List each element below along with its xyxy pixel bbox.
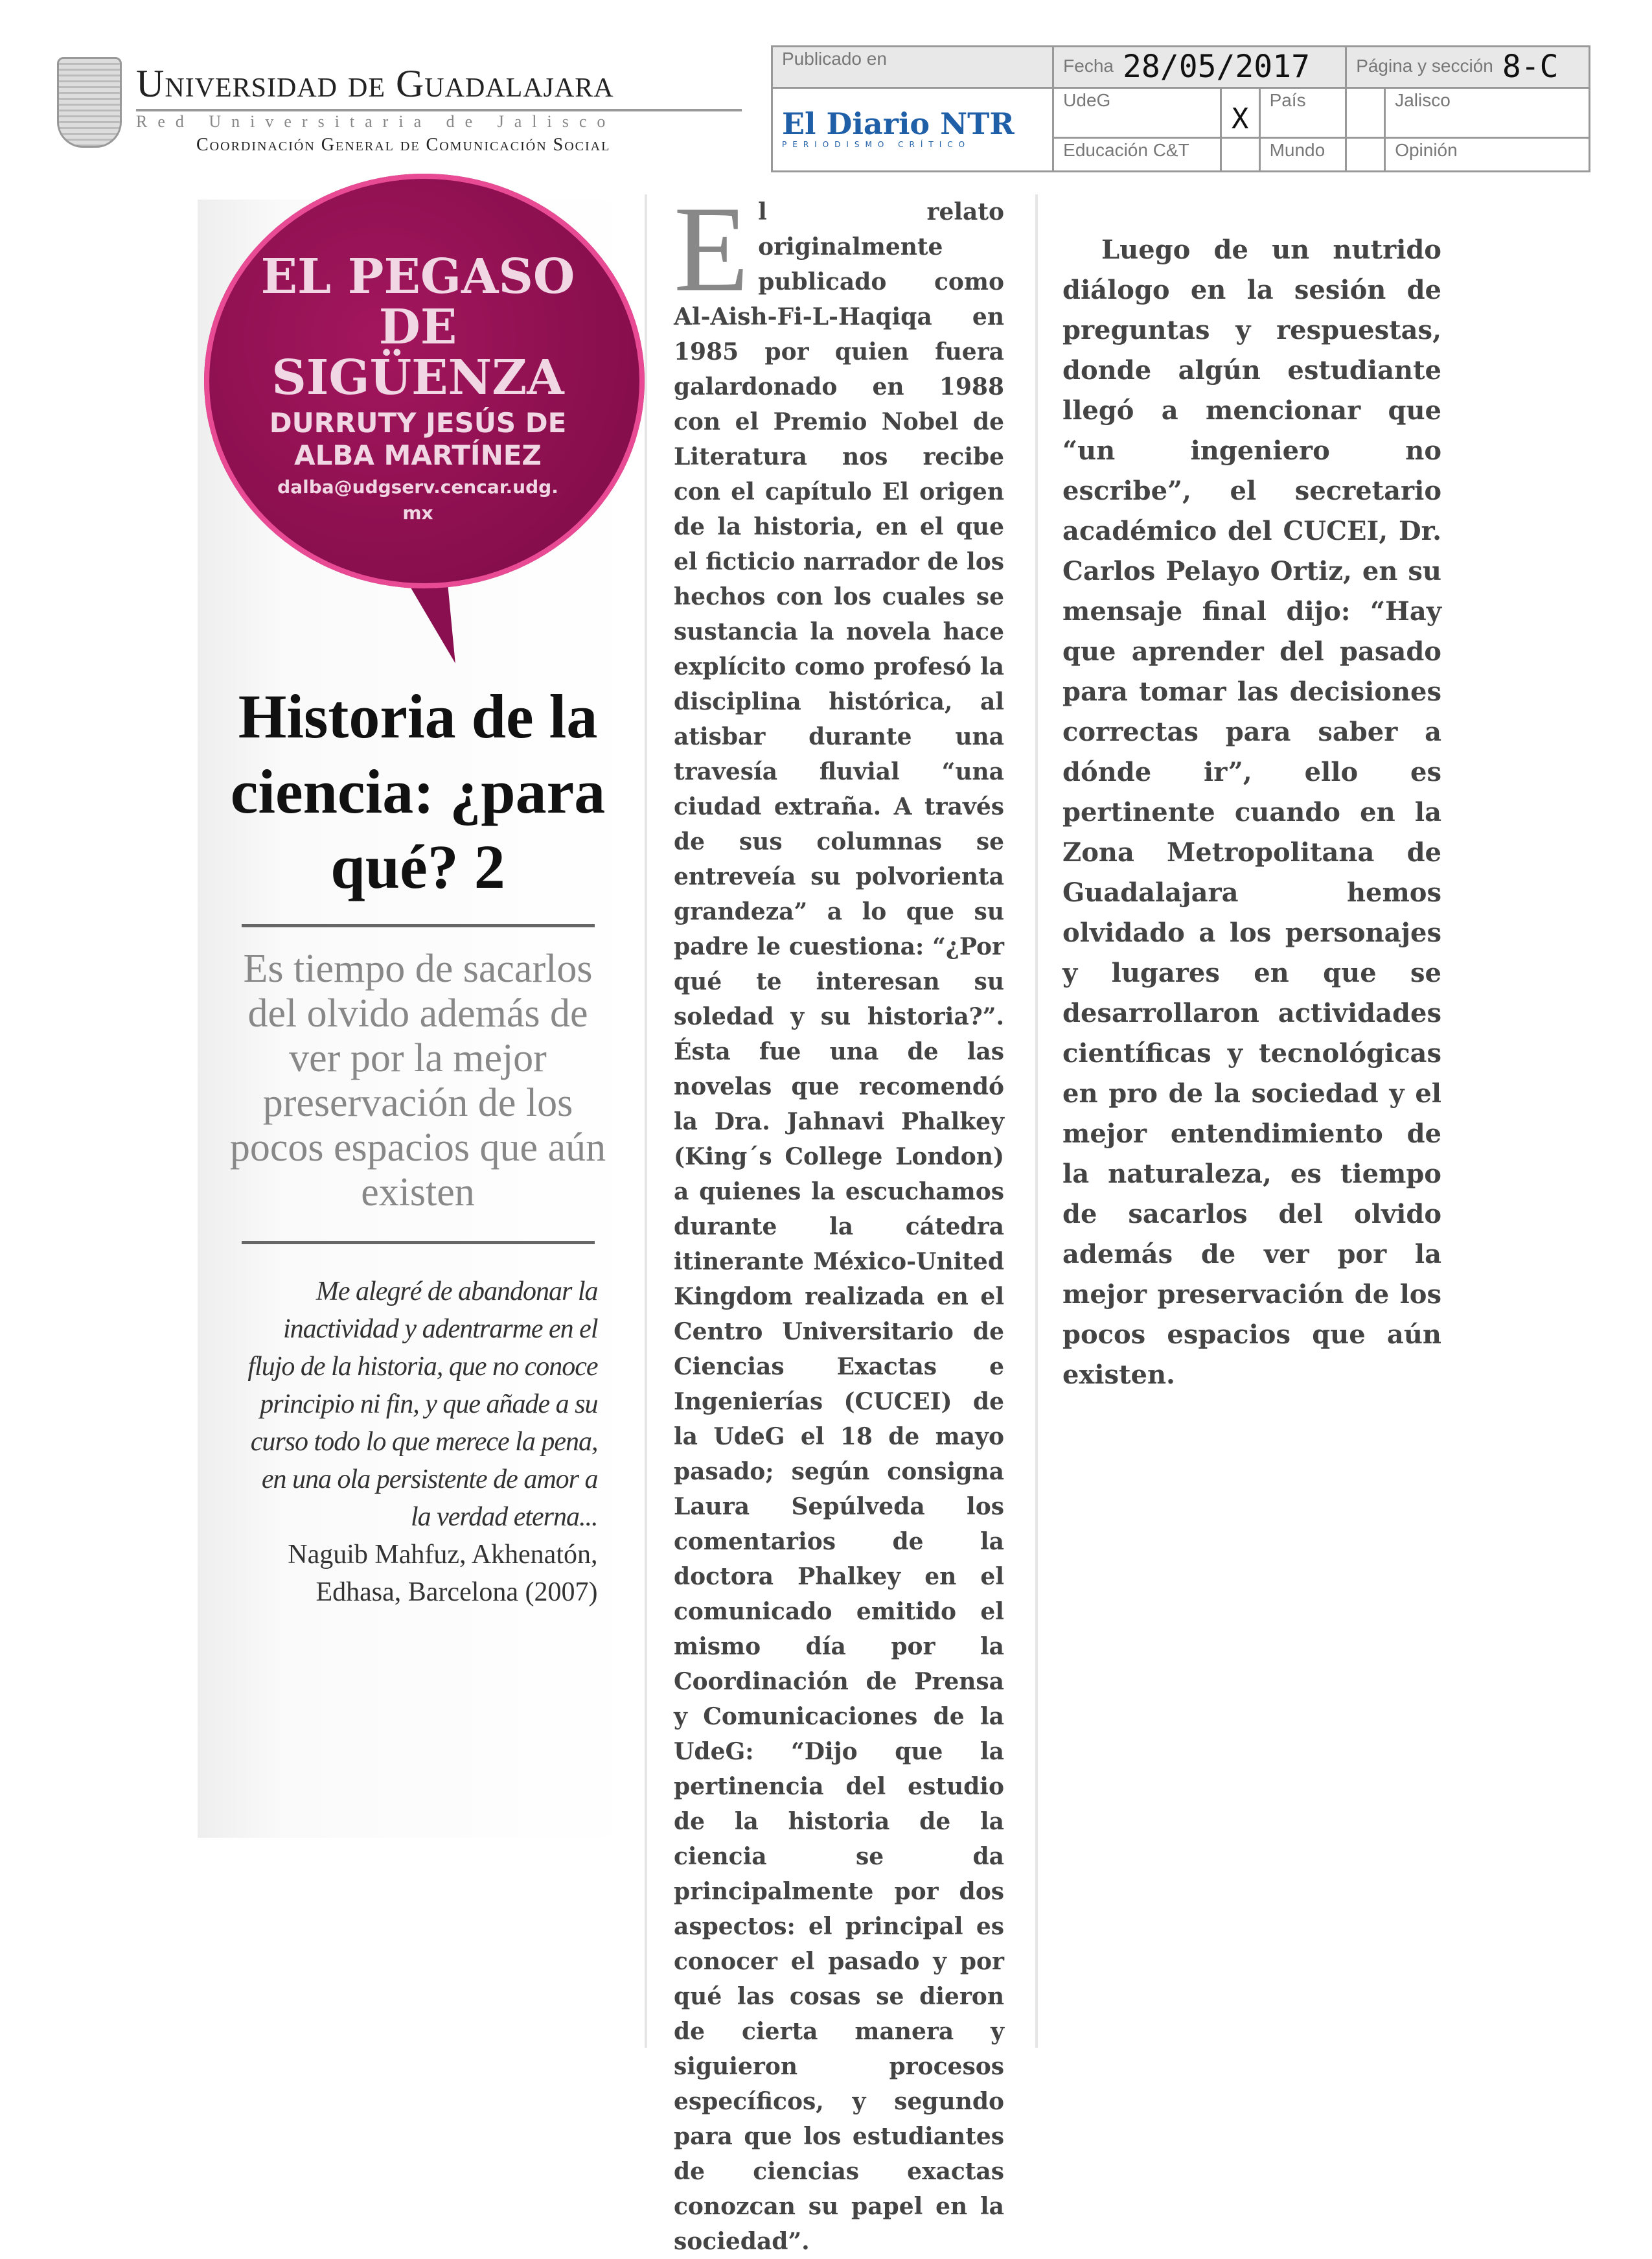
university-crest-icon [57,57,122,148]
newspaper-logo: El Diario NTR PERIODISMO CRÍTICO [772,88,1053,172]
page-cell: Página y sección 8-C [1346,47,1590,88]
section-label: Jalisco [1385,88,1590,138]
article-sidebar [198,200,634,1838]
article-paragraph: Luego de un nutrido diálogo en la sesión de preguntas y respuestas, donde algún estudiante llegó a mencionar que “un ingeniero no escribe”, el secretario académico del CUCEI, Dr. Carlos Pelayo Ortiz, en su mensaje final dijo: “Hay que aprender del pasado para tomar las decisiones correctas para saber a dónde ir”, ello es pertinente cuando en la Zona Metropolitana de Guadalajara hemos olvidado a los personajes y lugares en que se desarrollaron actividades científicas y tecnológicas en pro de la sociedad y el mejor entendimiento de la naturaleza, es tiempo de sacarlos del olvido además de ver por la mejor preservación de los pocos espacios que aún existen. [1062,235,1441,1390]
coordination-name: Coordinación General de Comunicación Social [196,135,611,155]
article-title: Historia de la ciencia: ¿para qué? 2 [230,682,606,901]
epigraph-source: Naguib Mahfuz, Akhenatón, Edhasa, Barcelona (2007) [288,1540,598,1607]
section-label: Educación C&T [1053,138,1221,172]
page-value: 8-C [1502,49,1559,85]
university-logo [57,57,770,154]
university-network: Red Universitaria de Jalisco [136,112,616,131]
article-body-column-1 [674,181,1004,2259]
published-label: Publicado en [772,47,1053,88]
article-subtitle: Es tiempo de sacarlos del olvido además de ver por la mejor preservación de los pocos espacios que aún existen [229,947,606,1214]
column-author: DURRUTY JESÚS DE ALBA MARTÍNEZ [269,407,567,471]
section-mark [1346,138,1385,172]
section-label: Mundo [1259,138,1346,172]
publication-info-table [771,45,1590,172]
university-name: Universidad de Guadalajara [136,62,614,105]
divider [242,1241,595,1244]
date-value: 28/05/2017 [1123,49,1310,85]
column-name: EL PEGASO DE SIGÜENZA [260,249,575,406]
drop-cap: E [674,181,750,318]
author-email: dalba@udgserv.cencar.udg.mx [277,476,558,524]
section-mark [1346,88,1385,138]
section-label: Opinión [1385,138,1590,172]
article-paragraph: l relato originalmente publicado como Al-Aish-Fi-L-Haqiqa en 1985 por quien fuera galardonado en 1988 con el Premio Nobel de Literatura nos recibe con el capítulo El origen de la historia, en el que el ficticio narrador de los hechos con los cuales se sustancia la novela hace explícito como profesó la disciplina histórica, al atisbar durante una travesía fluvial “una ciudad extraña. A través de sus columnas se entreveía su polvorienta grandeza” a lo que su padre le cuestiona: “¿Por qué te interesan su soledad y su historia?”. Ésta fue una de las novelas que recomendó la Dra. Jahnavi Phalkey (King´s College London) a quienes la escuchamos durante la cátedra itinerante México-United Kingdom realizada en el Centro Universitario de Ciencias Exactas e Ingenierías (CUCEI) de la UdeG el 18 de mayo pasado; según consigna Laura Sepúlveda los comentarios de la doctora Phalkey en el comunicado emitido el mismo día por la Coordinación de Prensa y Comunicaciones de la UdeG: “Dijo que la pertinencia del estudio de la historia de la ciencia se da principalmente por dos aspectos: el principal es conocer el pasado y por qué las cosas se dieron de cierta manera y siguieron procesos específicos, y segundo para que los estudiantes de ciencias exactas conozcan su papel en la sociedad”. [674,198,1004,2255]
sidebar-content [224,251,612,1611]
section-label: País [1259,88,1346,138]
column-badge-text [224,251,612,666]
epigraph: Me alegré de abandonar la inactividad y adentrarme en el flujo de la historia, que no conoce principio ni fin, y que añade a su curso todo lo que merece la pena, en una ola persistente de amor a la verdad eterna... [247,1277,598,1532]
section-label: UdeG [1053,88,1221,138]
column-divider [645,194,647,2048]
section-mark: X [1221,88,1259,138]
date-cell: Fecha 28/05/2017 [1053,47,1346,88]
column-divider [1035,194,1038,2048]
section-mark [1221,138,1259,172]
article-body-column-2 [1062,230,1441,1395]
divider [242,924,595,927]
